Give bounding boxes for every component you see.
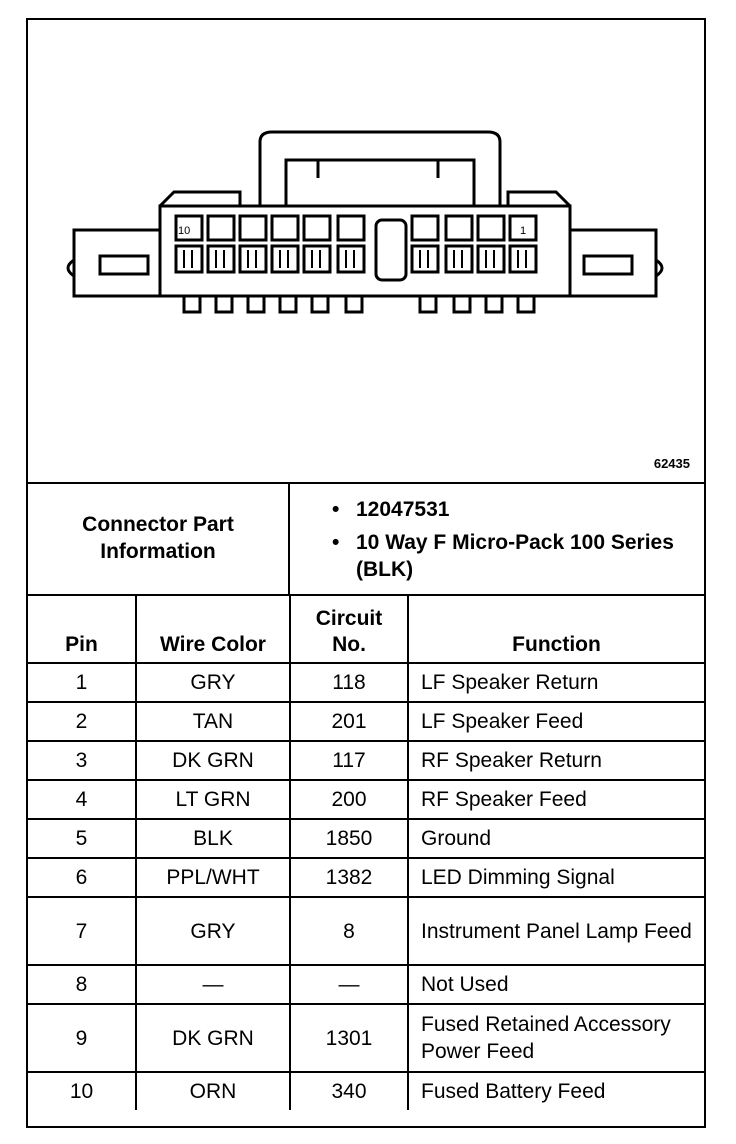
table-row <box>28 780 704 819</box>
wire-color-cell: TAN <box>136 702 290 741</box>
wire-color-cell: — <box>136 965 290 1004</box>
col-pin: Pin <box>28 594 136 663</box>
connector-face-illustration <box>28 20 704 482</box>
table-row <box>28 1072 704 1110</box>
figure-id: 62435 <box>653 456 690 471</box>
pin-cell: 4 <box>28 780 136 819</box>
circuit-cell: 1850 <box>290 819 408 858</box>
wire-color-cell: PPL/WHT <box>136 858 290 897</box>
wire-color-cell: DK GRN <box>136 1004 290 1072</box>
circuit-cell: 118 <box>290 663 408 702</box>
wire-color-cell: BLK <box>136 819 290 858</box>
top-cavities <box>176 216 536 240</box>
circuit-cell: 340 <box>290 1072 408 1110</box>
function-cell: Not Used <box>408 965 704 1004</box>
function-cell: RF Speaker Return <box>408 741 704 780</box>
table-row <box>28 663 704 702</box>
connector-info-label: Connector Part Information <box>28 482 290 594</box>
wire-color-cell: GRY <box>136 897 290 965</box>
pinout-table <box>28 594 704 1110</box>
wire-color-cell: LT GRN <box>136 780 290 819</box>
function-cell: Ground <box>408 819 704 858</box>
wire-color-cell: DK GRN <box>136 741 290 780</box>
pin-cell: 1 <box>28 663 136 702</box>
col-function: Function <box>408 594 704 663</box>
circuit-cell: 1301 <box>290 1004 408 1072</box>
pin-1-label: 1 <box>520 225 527 237</box>
pin-cell: 2 <box>28 702 136 741</box>
pin-cell: 9 <box>28 1004 136 1072</box>
table-row <box>28 741 704 780</box>
function-cell: Fused Battery Feed <box>408 1072 704 1110</box>
pin-cell: 5 <box>28 819 136 858</box>
pin-cell: 8 <box>28 965 136 1004</box>
connector-type: • 10 Way F Micro-Pack 100 Series (BLK) <box>290 529 704 583</box>
table-row <box>28 1004 704 1072</box>
function-cell: LF Speaker Feed <box>408 702 704 741</box>
col-wire-color: Wire Color <box>136 594 290 663</box>
part-number: • 12047531 <box>290 496 704 523</box>
pin-cell: 6 <box>28 858 136 897</box>
table-row <box>28 819 704 858</box>
function-cell: Fused Retained Accessory Power Feed <box>408 1004 704 1072</box>
connector-info <box>28 482 704 596</box>
table-row <box>28 965 704 1004</box>
function-cell: Instrument Panel Lamp Feed <box>408 897 704 965</box>
function-cell: RF Speaker Feed <box>408 780 704 819</box>
table-row <box>28 897 704 965</box>
circuit-cell: 201 <box>290 702 408 741</box>
circuit-cell: 200 <box>290 780 408 819</box>
col-circuit-no: Circuit No. <box>290 594 408 663</box>
function-cell: LED Dimming Signal <box>408 858 704 897</box>
circuit-cell: 117 <box>290 741 408 780</box>
circuit-cell: — <box>290 965 408 1004</box>
pin-cell: 10 <box>28 1072 136 1110</box>
wire-color-cell: GRY <box>136 663 290 702</box>
pin-cell: 3 <box>28 741 136 780</box>
table-header-row <box>28 594 704 663</box>
table-row <box>28 702 704 741</box>
circuit-cell: 1382 <box>290 858 408 897</box>
pin-10-label: 10 <box>178 225 191 237</box>
table-row <box>28 858 704 897</box>
connector-diagram <box>28 20 704 484</box>
wire-color-cell: ORN <box>136 1072 290 1110</box>
connector-sheet <box>26 18 706 1128</box>
circuit-cell: 8 <box>290 897 408 965</box>
function-cell: LF Speaker Return <box>408 663 704 702</box>
connector-info-list <box>290 482 704 594</box>
pin-cell: 7 <box>28 897 136 965</box>
